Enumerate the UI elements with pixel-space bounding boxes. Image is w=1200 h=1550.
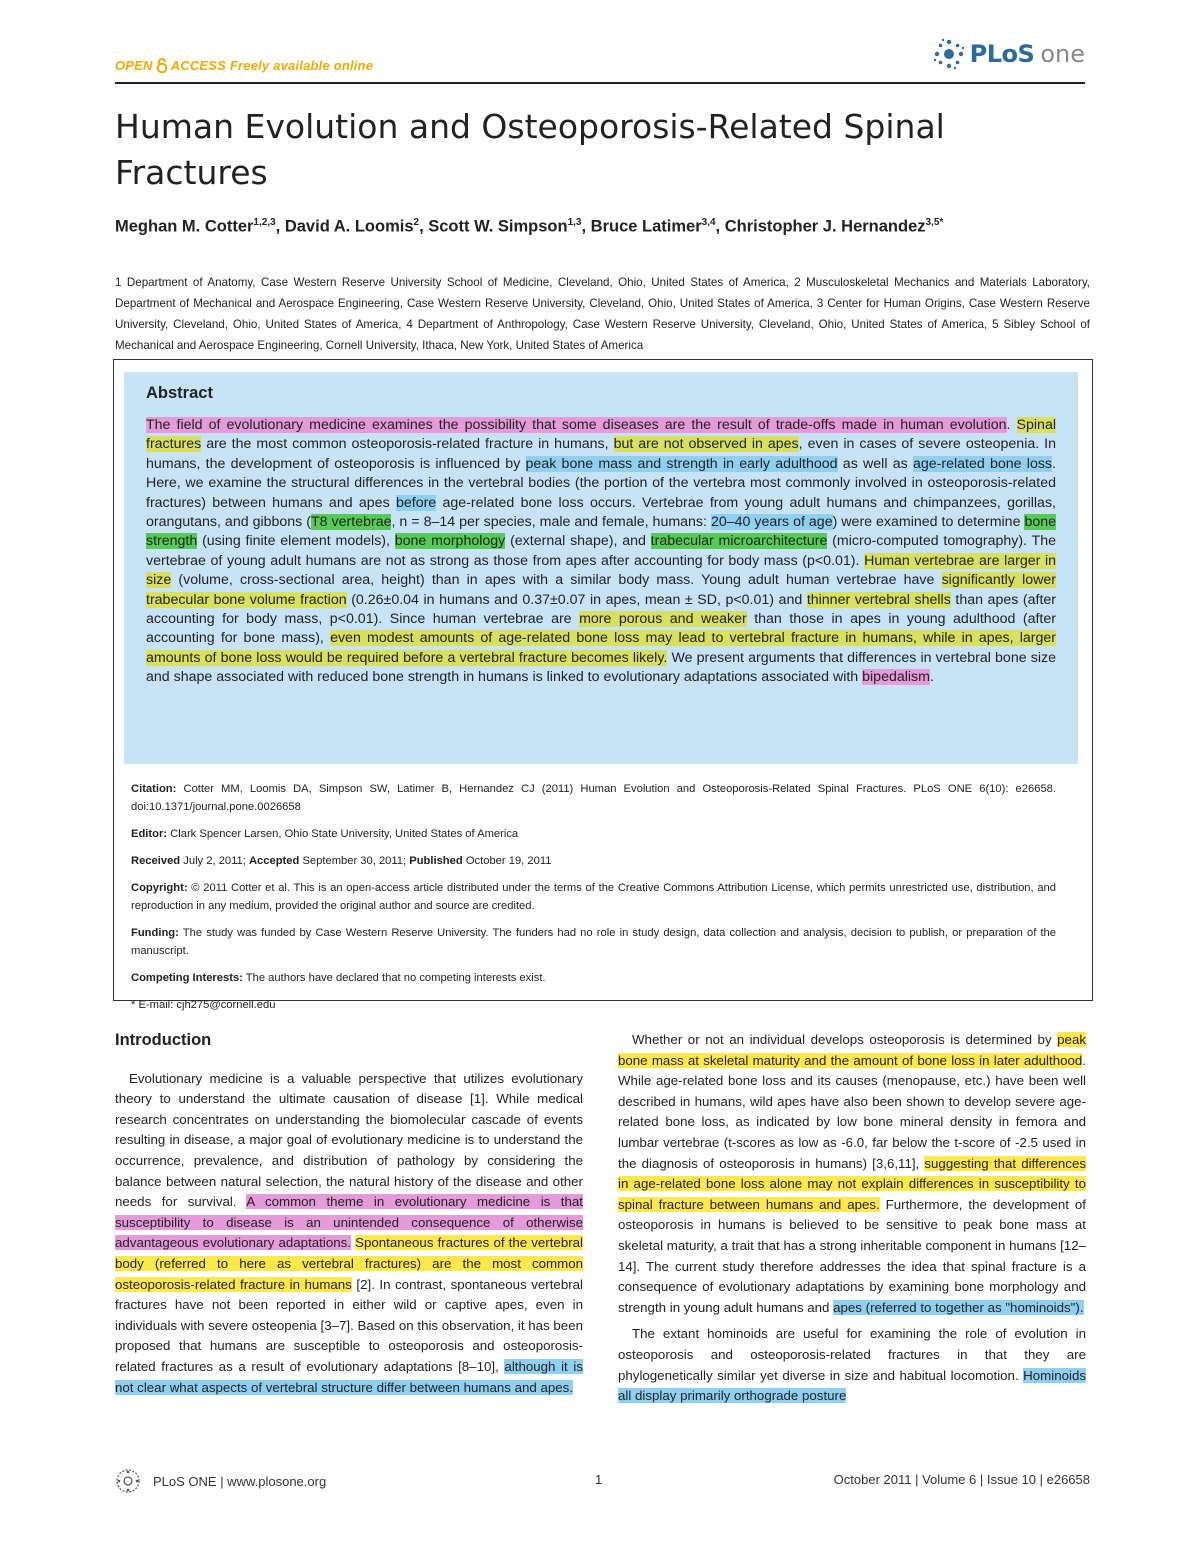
text-run: . While age-related bone loss and its causes (menopause, etc.) have been well described in humans, wild apes have also been shown to develop severe age-related bone loss, as indicated by low bone mineral density in femora and lumbar vertebrae (t-scores as low as -6.0, far below the t-score of -2.5 used in the diagnosis of osteoporosis in humans) [3,6,11], [618, 1052, 1086, 1171]
published-label: Published [409, 855, 463, 867]
highlighted-text: The field of evolutionary medicine examines the possibility that some diseases are the result of trade-offs made in human evolution [146, 417, 1007, 433]
text-run: , n = 8–14 per species, male and female, humans: [391, 514, 711, 531]
highlighted-text: age-related bone loss [912, 455, 1053, 472]
plos-one-logo [932, 34, 1085, 74]
right-column [618, 1030, 1086, 1407]
text-run: (volume, cross-sectional area, height) than in apes with a similar body mass. Young adult human vertebrae have [171, 572, 942, 589]
author-affiliation-marker: 2 [413, 217, 420, 228]
text-run: age-related bone loss occurs. Vertebrae from young adult humans and chimpanzees, gorillas, orangutans, and gibbons ( [146, 494, 1056, 531]
plos-burst-icon [932, 37, 966, 71]
competing-interests-label: Competing Interests: [131, 972, 243, 984]
author-affiliation-marker: 1,2,3 [253, 217, 276, 228]
accepted-date: September 30, 2011; [302, 855, 407, 867]
highlighted-text: Human vertebrae are larger in size [146, 552, 1056, 589]
highlighted-text: bone morphology [394, 533, 506, 550]
competing-interests-row [131, 969, 1056, 987]
copyright-text: © 2011 Cotter et al. This is an open-access article distributed under the terms of the Creative Commons Attribution License, which permits unrestricted use, distribution, and reproduction in any medium, provided the original author and source are credited. [131, 882, 1057, 912]
highlighted-text: although it is not clear what aspects of vertebral structure differ between humans and apes. [115, 1358, 583, 1395]
author-affiliation-marker: 1,3 [567, 217, 582, 228]
author-name: Meghan M. Cotter [115, 217, 254, 236]
highlighted-text: 20–40 years of age [710, 514, 833, 531]
highlighted-text: T8 vertebrae [311, 514, 392, 531]
intro-paragraph [618, 1030, 1086, 1318]
email-row [131, 996, 1056, 1014]
article-metadata [131, 780, 1056, 1023]
author-name: David A. Loomis [284, 217, 414, 236]
affiliations: 1 Department of Anatomy, Case Western Reserve University School of Medicine, Cleveland, Ohio, United States of America, 2 Musculoskeletal Mechanics and Materials Laboratory, Department of Mechanical and Aerospace Engineering, Case Western Reserve University, Cleveland, Ohio, United States of America, 3 Center for Human Origins, Case Western Reserve University, Cleveland, Ohio, United States of America, 4 Department of Anthropology, Case Western Reserve University, Cleveland, Ohio, United States of America, 5 Sibley School of Mechanical and Aerospace Engineering, Cornell University, Ithaca, New York, United States of America [115, 276, 1090, 352]
highlighted-text: peak bone mass and strength in early adulthood [525, 455, 838, 472]
highlighted-text: suggesting that differences in age-related bone loss alone may not explain differences in susceptibility to spinal fracture between humans and apes. [618, 1155, 1087, 1212]
text-run: (using finite element models), [197, 533, 395, 550]
footer-issue: October 2011 | Volume 6 | Issue 10 | e26658 [833, 1472, 1090, 1487]
author-list: Meghan M. Cotter$^{1,2,3}$, David A. Loomis$^2$, Scott W. Simpson$^{1,3}$, Bruce Latimer$^{3,4}$, Christopher J. Hernandez$^{3,5*}$ [115, 217, 944, 236]
text-run: Furthermore, the development of osteoporosis in humans is believed to be sensitive to peak bone mass at skeletal maturity, a trait that has a strong inheritable component in humans [12–14]. The current study therefore addresses the idea that spinal fracture is a consequence of evolutionary adaptations by examining bone morphology and strength in young adult humans and [618, 1196, 1086, 1315]
text-run: (external shape), and [505, 533, 651, 550]
article-title: Human Evolution and Osteoporosis-Related Spinal Fractures [115, 107, 945, 192]
received-label: Received [131, 855, 181, 867]
open-access-banner [115, 58, 373, 73]
author-name: Christopher J. Hernandez [724, 217, 926, 236]
competing-interests-text: The authors have declared that no competing interests exist. [245, 972, 546, 984]
highlighted-text: peak bone mass at skeletal maturity and the amount of bone loss in later adulthood [618, 1032, 1086, 1068]
abstract-text [146, 416, 1056, 688]
open-label: OPEN [115, 58, 153, 73]
text-run: (0.26±0.04 in humans and 0.37±0.07 in apes, mean ± SD, p<0.01) and [346, 591, 807, 608]
text-run: , even in cases of severe osteopenia. In humans, the development of osteoporosis is influenced by [146, 436, 1056, 472]
footer-journal-text: PLoS ONE | www.plosone.org [153, 1473, 327, 1489]
logo-plos-text: PLoS [969, 40, 1035, 68]
highlighted-text: thinner vertebral shells [806, 591, 951, 608]
open-lock-icon [156, 58, 168, 73]
editor-label: Editor: [131, 828, 168, 840]
text-run: [2]. In contrast, spontaneous vertebral fractures have not been reported in either wild or captive apes, even in individuals with severe osteopenia [3–7]. Based on this observation, it has been proposed that humans are susceptible to osteoporosis and osteoporosis-related fractures as a result of evolutionary adaptations [8–10], [115, 1276, 583, 1374]
author-name: Bruce Latimer [590, 217, 702, 236]
accepted-label: Accepted [248, 855, 300, 867]
text-run: . [929, 669, 934, 686]
citation-row [131, 780, 1056, 816]
introduction-heading: Introduction [115, 1031, 212, 1049]
text-run: than those in apes in young adulthood (after accounting for bone mass), [146, 611, 1056, 647]
published-date: October 19, 2011 [465, 855, 552, 867]
editor-text: Clark Spencer Larsen, Ohio State University, United States of America [170, 828, 519, 840]
left-column [115, 1030, 583, 1398]
highlighted-text: Hominoids all display primarily orthograde posture [618, 1367, 1086, 1404]
text-run: ) were examined to determine [832, 514, 1025, 531]
editor-row [131, 825, 1056, 843]
logo-one-text: one [1040, 40, 1085, 68]
citation-text: Cotter MM, Loomis DA, Simpson SW, Latimer B, Hernandez CJ (2011) Human Evolution and Osteoporosis-Related Spinal Fractures. PLoS ONE 6(10): e26658. doi:10.1371/journal.pone.0026658 [131, 783, 1056, 813]
highlighted-text: bipedalism [862, 669, 930, 686]
freely-available-label: Freely available online [229, 58, 374, 73]
highlighted-text: apes (referred to together as "hominoids"). [833, 1299, 1084, 1315]
text-run: than apes (after accounting for body mass, p<0.01). Since human vertebrae are [146, 591, 1057, 628]
highlighted-text: Spinal fractures [146, 417, 1056, 453]
text-run: are the most common osteoporosis-related fracture in humans, [201, 436, 614, 453]
funding-text: The study was funded by Case Western Reserve University. The funders had no role in study design, data collection and analysis, decision to publish, or preparation of the manuscript. [131, 927, 1056, 957]
highlighted-text: more porous and weaker [579, 611, 747, 628]
text-run: (micro-computed tomography). The vertebrae of young adult humans are not as strong as those from apes after accounting for body mass (p<0.01). [146, 533, 1056, 569]
highlighted-text: significantly lower trabecular bone volume fraction [146, 572, 1056, 608]
highlighted-text: before [395, 494, 437, 511]
text-run: Whether or not an individual develops osteoporosis is determined by [632, 1032, 1058, 1047]
highlighted-text: even modest amounts of age-related bone loss may lead to vertebral fracture in humans, while in apes, larger amounts of bone loss would be required before a vertebral fracture becomes likely. [146, 630, 1056, 666]
page-number: 1 [595, 1472, 603, 1487]
author-affiliation-marker: 3,4 [701, 217, 716, 228]
text-run: The extant hominoids are useful for examining the role of evolution in osteoporosis and osteoporosis-related fractures in that they are phylogenetically similar yet diverse in size and habitual locomotion. [618, 1326, 1086, 1383]
copyright-row [131, 879, 1056, 915]
highlighted-text: bone strength [146, 514, 1057, 550]
funding-label: Funding: [131, 927, 179, 939]
text-run: We present arguments that differences in vertebral bone size and shape associated with reduced bone strength in humans is linked to evolutionary adaptations associated with [146, 649, 1056, 686]
journal-header [115, 40, 1085, 84]
text-run: . Here, we examine the structural differences in the vertebral bodies (the portion of the vertebra most commonly involved in osteoporosis-related fractures) between humans and apes [146, 455, 1056, 511]
dates-row [131, 852, 1056, 870]
abstract-panel [124, 372, 1078, 764]
highlighted-text: Spontaneous fractures of the vertebral body (referred to here as vertebral fractures) are the most common osteoporosis-related fracture in humans [115, 1235, 584, 1292]
footer-journal [115, 1468, 326, 1494]
highlighted-text: trabecular microarchitecture [650, 533, 828, 550]
received-date: July 2, 2011; [183, 855, 246, 867]
copyright-label: Copyright: [131, 882, 188, 894]
page-footer [115, 1468, 1090, 1492]
highlighted-text: A common theme in evolutionary medicine is that susceptibility to disease is an unintended consequence of otherwise advantageous evolutionary adaptations. [115, 1194, 583, 1251]
access-label: ACCESS [170, 58, 227, 73]
author-name: Scott W. Simpson [428, 217, 568, 236]
text-run: Evolutionary medicine is a valuable perspective that utilizes evolutionary theory to understand the ultimate causation of disease [1]. While medical research concentrates on understanding the biomolecular cascade of events resulting in disease, a major goal of evolutionary medicine is to understand the occurrence, prevalence, and distribution of pathology by considering the balance between natural selection, the natural history of the disease and other needs for survival. [115, 1070, 583, 1210]
text-run: as well as [837, 455, 913, 472]
citation-label: Citation: [131, 783, 177, 795]
plos-seal-icon [115, 1468, 141, 1494]
abstract-heading: Abstract [146, 384, 213, 402]
intro-paragraph [115, 1069, 583, 1399]
author-affiliation-marker: 3,5* [925, 217, 944, 228]
highlighted-text: but are not observed in apes [613, 436, 799, 453]
funding-row [131, 924, 1056, 960]
intro-paragraph [618, 1324, 1086, 1406]
text-run: . [1006, 417, 1017, 433]
corresponding-email[interactable]: * E-mail: cjh275@cornell.edu [131, 999, 276, 1011]
